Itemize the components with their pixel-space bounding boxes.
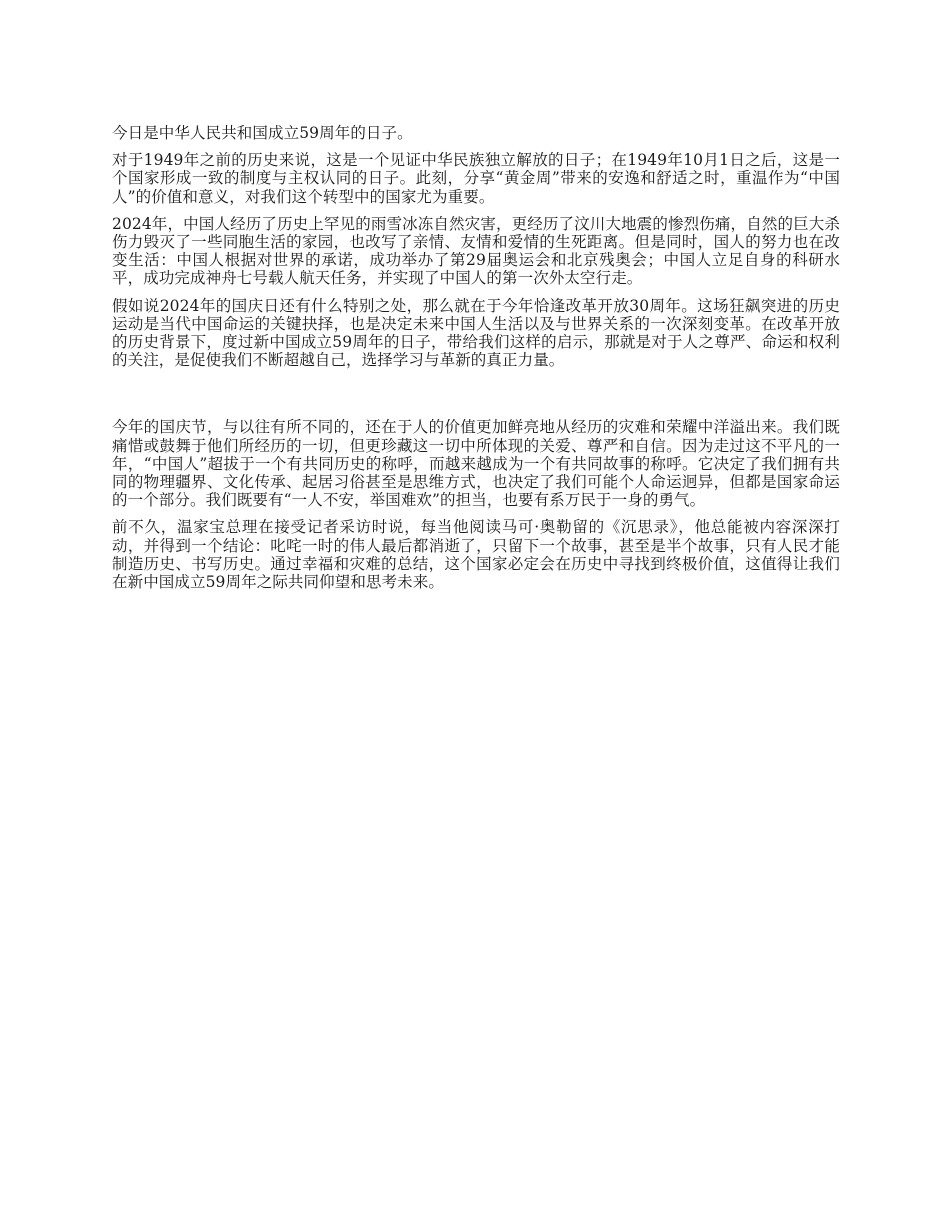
paragraph-reform-opening: 假如说2024年的国庆日还有什么特别之处，那么就在于今年恰逢改革开放30周年。这场狂飙突进的历史运动是当代中国命运的关键抉择，也是决定未来中国人生活以及与世界关系的一次深刻变革。在改革开放的历史背景下，度过新中国成立59周年的日子，带给我们这样的启示，那就是对于人之尊严、命运和权利的关注，是促使我们不断超越自己，选择学习与革新的真正力量。 [112,296,840,370]
paragraph-intro: 今日是中华人民共和国成立59周年的日子。 [112,124,413,142]
paragraph-2024-events: 2024年，中国人经历了历史上罕见的雨雪冰冻自然灾害，更经历了汶川大地震的惨烈伤痛，自然的巨大杀伤力毁灭了一些同胞生活的家园，也改写了亲情、友情和爱情的生死距离。但是同时，国人的努力也在改变生活：中国人根据对世界的承诺，成功举办了第29届奥运会和北京残奥会；中国人立足自身的科研水平，成功完成神舟七号载人航天任务，并实现了中国人的第一次外太空行走。 [112,214,840,288]
paragraph-meditations: 前不久，温家宝总理在接受记者采访时说，每当他阅读马可·奥勒留的《沉思录》，他总能被内容深深打动，并得到一个结论：叱咤一时的伟人最后都消逝了，只留下一个故事，甚至是半个故事，只有人民才能制造历史、书写历史。通过幸福和灾难的总结，这个国家必定会在历史中寻找到终极价值，这值得让我们在新中国成立59周年之际共同仰望和思考未来。 [112,518,840,592]
paragraph-national-day: 今年的国庆节，与以往有所不同的，还在于人的价值更加鲜亮地从经历的灾难和荣耀中洋溢出来。我们既痛惜或鼓舞于他们所经历的一切，但更珍藏这一切中所体现的关爱、尊严和自信。因为走过这不平凡的一年，“中国人”超拔于一个有共同历史的称呼，而越来越成为一个有共同故事的称呼。它决定了我们拥有共同的物理疆界、文化传承、起居习俗甚至是思维方式，也决定了我们可能个人命运迥异，但都是国家命运的一个部分。我们既要有“一人不安，举国难欢”的担当，也要有系万民于一身的勇气。 [112,418,840,510]
document-page [112,124,840,600]
paragraph-history: 对于1949年之前的历史来说，这是一个见证中华民族独立解放的日子；在1949年10月1日之后，这是一个国家形成一致的制度与主权认同的日子。此刻，分享“黄金周”带来的安逸和舒适之时，重温作为“中国人”的价值和意义，对我们这个转型中的国家尤为重要。 [112,151,840,206]
section-gap [112,378,840,418]
